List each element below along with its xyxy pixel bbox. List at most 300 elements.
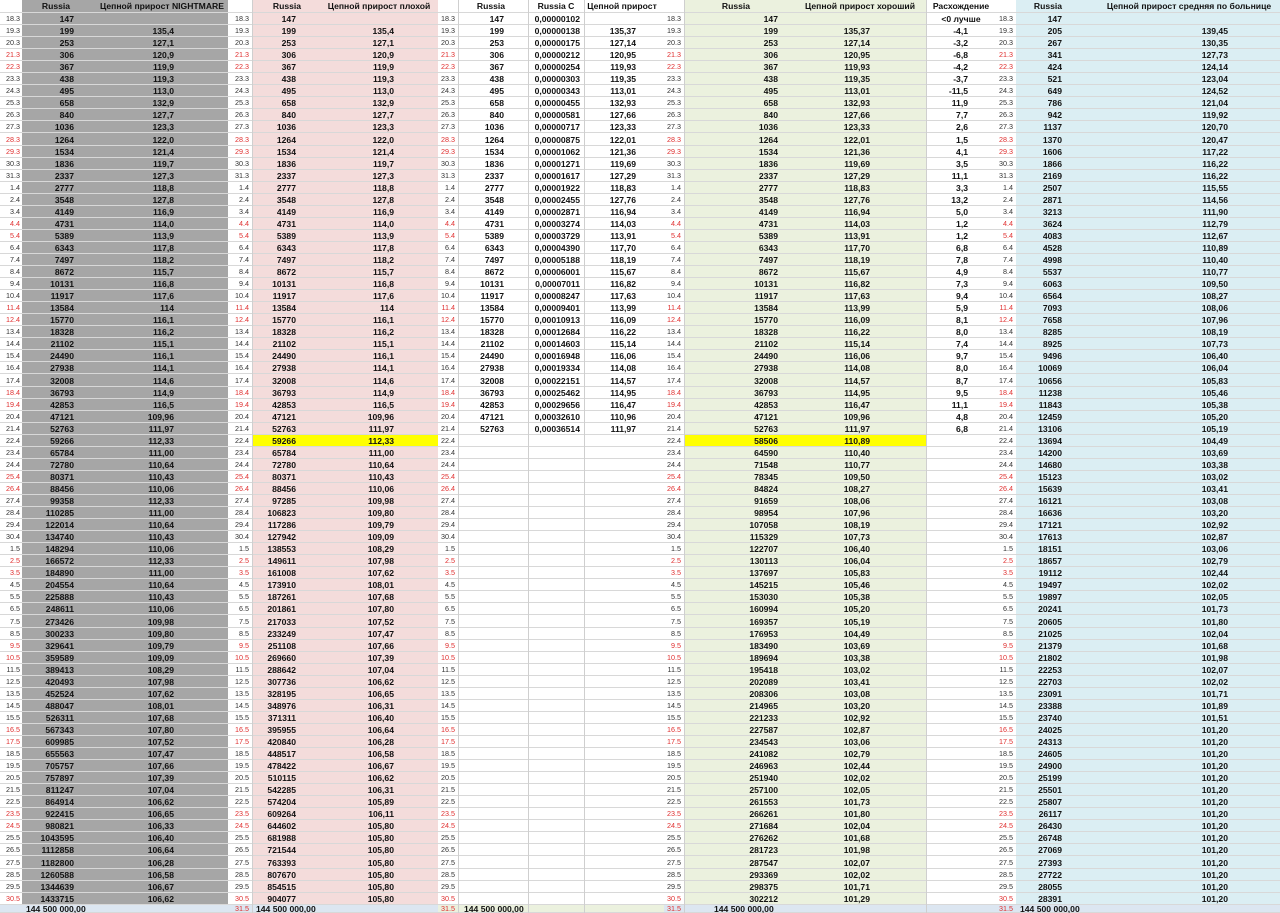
- growth-cell: 101,20: [1201, 893, 1228, 904]
- table-row: [438, 109, 664, 121]
- cases-cell: 526311: [45, 712, 74, 723]
- growth-cell: 132,9: [372, 98, 394, 109]
- row-date: 30.4: [441, 532, 455, 542]
- table-row: [996, 61, 1280, 73]
- ratio-cell: 0,00002871: [534, 206, 580, 217]
- cases-cell: 253: [59, 38, 74, 49]
- row-date: 8.5: [239, 628, 249, 638]
- cases-cell: 11917: [50, 291, 74, 302]
- growth-cell: 113,01: [844, 86, 870, 97]
- row-date: 28.4: [667, 508, 681, 518]
- row-date: 21.4: [441, 423, 455, 433]
- growth-cell: 104,49: [1201, 435, 1228, 446]
- row-date: 3.4: [671, 206, 681, 216]
- table-row: [996, 206, 1280, 218]
- growth-cell: 111,97: [368, 423, 394, 434]
- row-date: 9.4: [445, 279, 455, 289]
- row-date: 30.4: [235, 532, 249, 542]
- row-date: 28.5: [235, 869, 249, 879]
- row-date: 28.5: [999, 869, 1013, 879]
- row-date: 14.4: [6, 339, 20, 349]
- cases-cell: 11917: [272, 291, 296, 302]
- cases-cell: 42853: [480, 399, 504, 410]
- cases-cell: 8672: [758, 267, 778, 278]
- cases-cell: 854515: [267, 881, 296, 892]
- cases-cell: 205: [1047, 26, 1062, 37]
- growth-cell: 115,14: [610, 339, 636, 350]
- cases-cell: 201861: [267, 604, 296, 615]
- cases-cell: 287547: [749, 857, 778, 868]
- cases-cell: 5389: [758, 230, 778, 241]
- row-date: 20.5: [6, 773, 20, 783]
- row-date: 26.3: [441, 110, 455, 120]
- growth-cell: 103,06: [843, 737, 870, 747]
- growth-cell: 109,96: [367, 411, 394, 422]
- row-date: 14.4: [235, 339, 249, 349]
- row-date: 5.4: [10, 230, 20, 240]
- cases-cell: 22703: [1038, 676, 1062, 687]
- row-date: 18.5: [235, 749, 249, 759]
- growth-cell: 103,69: [843, 640, 870, 651]
- row-date: 27.3: [235, 122, 249, 132]
- cases-cell: 253: [281, 38, 296, 49]
- cases-cell: 7093: [1042, 303, 1062, 314]
- cases-cell: 4528: [1042, 242, 1062, 253]
- growth-cell: 106,04: [843, 556, 870, 567]
- cases-cell: 273426: [45, 616, 74, 627]
- growth-cell: 110,64: [368, 459, 394, 470]
- cases-cell: 438: [763, 74, 778, 85]
- growth-cell: 109,98: [367, 496, 394, 506]
- table-row: [438, 664, 664, 676]
- cases-cell: 1433715: [40, 893, 74, 904]
- row-date: 24.5: [667, 821, 681, 831]
- growth-cell: 116,82: [844, 279, 870, 290]
- cases-cell: 52763: [50, 423, 74, 434]
- cases-cell: 26430: [1038, 821, 1062, 832]
- row-date: 26.5: [667, 845, 681, 855]
- row-date: 28.5: [6, 869, 20, 879]
- growth-cell: 115,1: [152, 339, 174, 350]
- cases-cell: 658: [763, 98, 778, 109]
- cases-cell: 395955: [267, 724, 296, 735]
- cases-cell: 19897: [1038, 592, 1062, 603]
- cases-cell: 25501: [1038, 785, 1062, 796]
- difference-cell: 8,7: [956, 375, 968, 386]
- growth-cell: 107,73: [843, 532, 870, 543]
- table-row: [996, 266, 1280, 278]
- growth-cell: 107,52: [147, 737, 174, 747]
- table-row: [232, 808, 438, 820]
- table-row: [438, 591, 664, 603]
- cases-cell: 8672: [54, 267, 74, 278]
- table-row: [996, 869, 1280, 881]
- table-row: [0, 784, 232, 796]
- row-date: 11.4: [235, 303, 249, 313]
- growth-cell: 139,45: [1201, 26, 1228, 37]
- table-row: [664, 194, 996, 206]
- row-date: 15.4: [667, 351, 681, 361]
- growth-cell: 102,07: [1201, 664, 1228, 675]
- growth-cell: 132,93: [609, 98, 636, 109]
- row-date: 1.4: [1003, 182, 1013, 192]
- row-date: 23.4: [667, 447, 681, 457]
- growth-cell: 103,20: [843, 700, 870, 711]
- row-date: 4.5: [1003, 580, 1013, 590]
- growth-cell: 127,76: [609, 194, 636, 205]
- cases-cell: 3213: [1042, 206, 1062, 217]
- cases-cell: 153030: [749, 592, 778, 603]
- cases-cell: 649: [1047, 86, 1062, 97]
- cases-cell: 72780: [272, 459, 296, 470]
- cases-cell: 7497: [758, 255, 778, 265]
- cases-cell: 495: [59, 86, 74, 97]
- row-date: 31.3: [235, 170, 249, 180]
- growth-cell: 104,49: [843, 628, 870, 639]
- row-date: 27.3: [6, 122, 20, 132]
- growth-cell: 127,14: [609, 38, 636, 49]
- row-date: 21.5: [441, 785, 455, 795]
- cases-cell: 19112: [1038, 568, 1062, 579]
- table-row: [996, 712, 1280, 724]
- growth-cell: 111,97: [610, 423, 636, 434]
- growth-cell: 111,00: [148, 508, 174, 519]
- table-row: [664, 134, 996, 146]
- table-row: [664, 628, 996, 640]
- table-row: [664, 146, 996, 158]
- cases-cell: 3624: [1042, 218, 1062, 229]
- cases-cell: 2337: [758, 170, 778, 181]
- table-row: [0, 326, 232, 338]
- cases-cell: 11917: [754, 291, 778, 302]
- growth-cell: 101,80: [1201, 616, 1228, 627]
- cases-cell: 10131: [50, 279, 74, 290]
- row-date: 30.3: [6, 158, 20, 168]
- table-row: [664, 820, 996, 832]
- table-row: [664, 338, 996, 350]
- ratio-cell: 0,00001617: [534, 170, 580, 181]
- cases-cell: 199: [763, 26, 778, 37]
- table-row: [996, 242, 1280, 254]
- cases-cell: 306: [281, 50, 296, 61]
- cases-cell: 302212: [749, 893, 778, 904]
- cases-cell: 298375: [749, 881, 778, 892]
- row-date: 17.4: [6, 375, 20, 385]
- table-row: [664, 254, 996, 266]
- cases-cell: 495: [281, 86, 296, 97]
- table-row: [664, 49, 996, 61]
- table-row: [664, 869, 996, 881]
- table-row: [0, 640, 232, 652]
- difference-cell: 2,6: [956, 122, 968, 133]
- table-row: [232, 881, 438, 893]
- growth-cell: 102,05: [843, 785, 870, 796]
- table-row: [996, 158, 1280, 170]
- table-row: [0, 857, 232, 869]
- cases-cell: 115329: [749, 532, 778, 543]
- table-row: [664, 182, 996, 194]
- row-date: 1.5: [445, 544, 455, 554]
- growth-cell: 110,89: [844, 435, 870, 446]
- table-row: [438, 182, 664, 194]
- row-date: 11.4: [441, 303, 455, 313]
- row-date: 29.5: [999, 881, 1013, 891]
- table-row: [0, 411, 232, 423]
- row-date: 5.5: [10, 592, 20, 602]
- growth-cell: 102,02: [843, 869, 870, 880]
- row-date: 7.5: [1003, 616, 1013, 626]
- growth-cell: 106,33: [147, 821, 174, 832]
- population-total: 144 500 000,00: [26, 904, 86, 913]
- cases-cell: 1264: [758, 134, 778, 145]
- table-row: [232, 97, 438, 109]
- cases-cell: 1264: [54, 134, 74, 145]
- row-date: 17.4: [667, 375, 681, 385]
- row-date: 24.3: [235, 86, 249, 96]
- table-row: [232, 387, 438, 399]
- table-row: [0, 266, 232, 278]
- growth-cell: 127,66: [843, 110, 870, 121]
- cases-cell: 47121: [272, 411, 296, 422]
- table-row: [996, 531, 1280, 543]
- table-row: [996, 748, 1280, 760]
- table-row: [0, 603, 232, 615]
- cases-cell: 1836: [276, 158, 296, 169]
- row-date: 18.5: [6, 749, 20, 759]
- row-date: 1.4: [10, 182, 20, 192]
- row-date: 21.4: [235, 423, 249, 433]
- row-date: 5.4: [239, 230, 249, 240]
- row-date: 27.3: [667, 122, 681, 132]
- cases-cell: 658: [281, 98, 296, 109]
- cases-cell: 11238: [1038, 387, 1062, 398]
- growth-cell: 102,79: [843, 749, 870, 760]
- table-row: [232, 350, 438, 362]
- row-date: 15.5: [441, 712, 455, 722]
- row-date: 14.4: [667, 339, 681, 349]
- cases-cell: 4731: [484, 218, 504, 229]
- cases-cell: 161008: [267, 568, 296, 579]
- growth-cell: 103,06: [1201, 544, 1228, 555]
- table-row: [664, 748, 996, 760]
- growth-cell: 123,3: [152, 122, 174, 133]
- row-date: 24.4: [6, 459, 20, 469]
- table-row: [996, 326, 1280, 338]
- row-date: 28.3: [999, 134, 1013, 144]
- row-date: 16.4: [999, 363, 1013, 373]
- row-date: 23.3: [999, 74, 1013, 84]
- growth-cell: 101,20: [1201, 845, 1228, 856]
- cases-cell: 6343: [54, 242, 74, 253]
- row-date: 11.4: [999, 303, 1013, 313]
- ratio-cell: 0,00000717: [534, 122, 580, 133]
- table-row: [996, 808, 1280, 820]
- row-date: 24.4: [441, 459, 455, 469]
- table-row: [664, 423, 996, 435]
- population-total: 144 500 000,00: [464, 904, 524, 913]
- cases-cell: 574204: [267, 797, 296, 808]
- cases-cell: 32008: [50, 375, 74, 386]
- cases-cell: 14200: [1038, 447, 1062, 458]
- table-row: [232, 869, 438, 881]
- row-date: 28.4: [999, 508, 1013, 518]
- growth-cell: 107,04: [367, 664, 394, 675]
- table-row: [438, 772, 664, 784]
- table-row: [232, 688, 438, 700]
- table-row: [232, 73, 438, 85]
- row-date: 5.5: [671, 592, 681, 602]
- growth-cell: 101,71: [1201, 688, 1228, 699]
- cases-cell: 495: [489, 86, 504, 97]
- row-date: 13.4: [667, 327, 681, 337]
- table-row: [996, 85, 1280, 97]
- ratio-cell: 0,00000303: [534, 74, 580, 85]
- cases-cell: 160994: [749, 604, 778, 615]
- cases-cell: 904077: [267, 893, 296, 904]
- difference-cell: 6,8: [956, 242, 968, 253]
- table-row: [0, 471, 232, 483]
- table-row: [664, 73, 996, 85]
- cases-cell: 300233: [45, 628, 74, 639]
- growth-cell: 108,01: [147, 700, 174, 711]
- cases-cell: 234543: [749, 737, 778, 747]
- row-date: 23.5: [441, 809, 455, 819]
- row-date: 15.5: [999, 712, 1013, 722]
- cases-cell: 359589: [45, 652, 74, 663]
- row-date: 27.4: [441, 496, 455, 505]
- difference-cell: 1,2: [956, 218, 968, 229]
- growth-cell: 107,68: [367, 592, 394, 603]
- row-date: 22.4: [235, 435, 249, 445]
- growth-cell: 107,68: [147, 712, 174, 723]
- cases-cell: 495: [763, 86, 778, 97]
- growth-cell: 116,94: [844, 206, 870, 217]
- row-date: 22.4: [6, 435, 20, 445]
- growth-cell: 113,9: [152, 230, 174, 241]
- table-row: [0, 844, 232, 856]
- table-row: [0, 49, 232, 61]
- table-row: [996, 495, 1280, 507]
- growth-cell: 101,20: [1201, 785, 1228, 796]
- table-row: [232, 362, 438, 374]
- row-date: 26.5: [6, 845, 20, 855]
- row-date: 28.4: [441, 508, 455, 518]
- row-date: 19.4: [667, 399, 681, 409]
- row-date: 10.4: [441, 291, 455, 301]
- table-row: [438, 459, 664, 471]
- growth-cell: 112,33: [148, 556, 174, 567]
- growth-cell: 108,19: [1201, 327, 1228, 338]
- cases-cell: 420840: [267, 737, 296, 747]
- cases-cell: 307736: [267, 676, 296, 687]
- column-divider: [926, 0, 927, 913]
- row-date: 20.4: [441, 411, 455, 421]
- row-date: 30.3: [999, 158, 1013, 168]
- row-date: 2.4: [445, 194, 455, 204]
- growth-cell: 102,04: [1201, 628, 1228, 639]
- cases-cell: 609985: [45, 737, 74, 747]
- table-row: [438, 567, 664, 579]
- growth-cell: 103,69: [1201, 447, 1228, 458]
- row-date: 29.4: [6, 520, 20, 530]
- row-date: 23.4: [999, 447, 1013, 457]
- table-row: [0, 194, 232, 206]
- cases-cell: 84824: [754, 483, 778, 494]
- row-date: 3.5: [10, 568, 20, 578]
- row-date: 24.3: [999, 86, 1013, 96]
- table-row: [0, 869, 232, 881]
- cases-cell: 21102: [272, 339, 296, 350]
- row-date: 31.5: [235, 904, 249, 913]
- table-row: [996, 471, 1280, 483]
- cases-cell: 1036: [54, 122, 74, 133]
- growth-cell: 117,22: [1202, 146, 1228, 157]
- growth-cell: 109,09: [367, 532, 394, 543]
- row-date: 26.5: [999, 845, 1013, 855]
- row-date: 27.3: [999, 122, 1013, 132]
- row-date: 22.5: [441, 797, 455, 807]
- table-row: [664, 796, 996, 808]
- cases-cell: 13694: [1038, 435, 1062, 446]
- growth-cell: 113,9: [372, 230, 394, 241]
- growth-cell: 110,89: [1202, 242, 1228, 253]
- cases-cell: 293369: [749, 869, 778, 880]
- row-date: 15.4: [235, 351, 249, 361]
- table-row: [0, 893, 232, 905]
- cases-cell: 122707: [749, 544, 778, 555]
- growth-cell: 127,29: [843, 170, 870, 181]
- row-date: 9.5: [445, 640, 455, 650]
- row-date: 29.3: [6, 146, 20, 156]
- row-date: 16.5: [999, 724, 1013, 734]
- table-row: [232, 857, 438, 869]
- growth-cell: 102,02: [843, 773, 870, 784]
- row-date: 29.3: [235, 146, 249, 156]
- cases-cell: 169357: [749, 616, 778, 627]
- cases-cell: 288642: [267, 664, 296, 675]
- cases-cell: 227587: [749, 724, 778, 735]
- growth-cell: 101,20: [1201, 773, 1228, 784]
- table-row: [232, 326, 438, 338]
- row-date: 24.4: [235, 459, 249, 469]
- growth-cell: 110,43: [368, 471, 394, 482]
- growth-cell: [1100, 13, 1228, 25]
- cases-cell: 763393: [267, 857, 296, 868]
- cases-cell: 183490: [749, 640, 778, 651]
- row-date: 30.3: [667, 158, 681, 168]
- table-row: [232, 158, 438, 170]
- growth-cell: 114,56: [1202, 194, 1228, 205]
- cases-cell: 17613: [1038, 532, 1062, 543]
- row-date: 11.5: [999, 664, 1013, 674]
- growth-cell: 110,06: [148, 483, 174, 494]
- cases-cell: 1534: [276, 146, 296, 157]
- growth-cell: 110,96: [610, 411, 636, 422]
- population-total: 144 500 000,00: [1020, 904, 1080, 913]
- column-divider: [252, 0, 253, 913]
- growth-cell: [584, 13, 636, 25]
- table-row: [0, 254, 232, 266]
- cases-cell: 15639: [1038, 483, 1062, 494]
- row-date: 18.3: [667, 14, 681, 23]
- row-date: 20.3: [6, 38, 20, 48]
- row-date: 10.5: [235, 652, 249, 662]
- table-row: [664, 302, 996, 314]
- cases-cell: 3548: [758, 194, 778, 205]
- row-date: 22.4: [667, 435, 681, 445]
- growth-cell: 118,2: [152, 255, 174, 265]
- growth-cell: 103,38: [843, 652, 870, 663]
